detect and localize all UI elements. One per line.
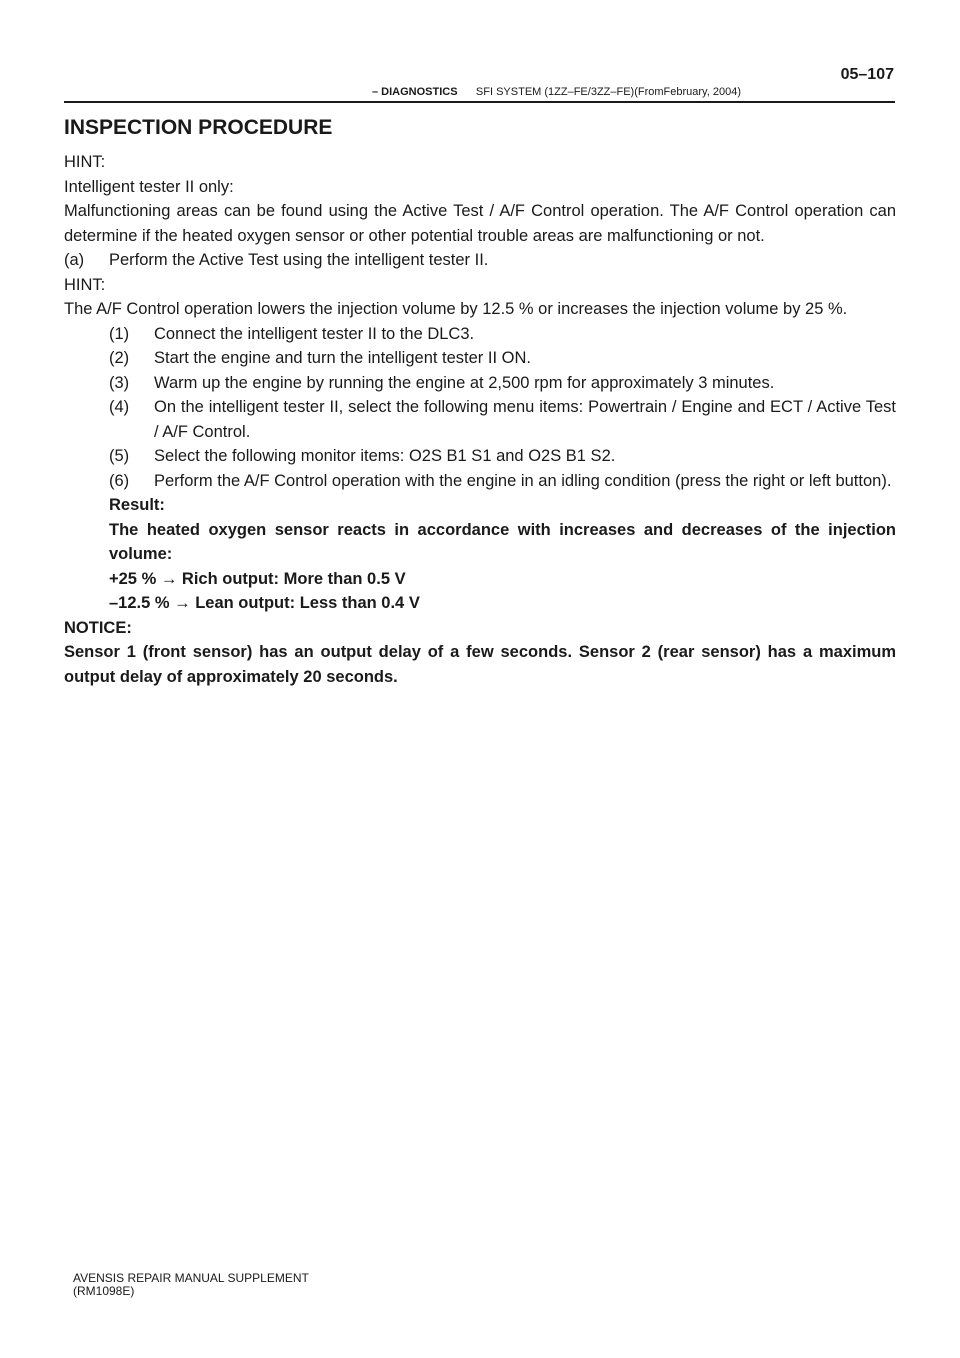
hint-paragraph: Malfunctioning areas can be found using the Active Test / A/F Control operation. The A/F Control operation can determine if the heated oxygen sensor or other potential trouble areas are malfunctioning or not. xyxy=(64,202,896,245)
hint-label: HINT: xyxy=(64,275,106,294)
substep-number: (4) xyxy=(109,398,130,416)
step-a xyxy=(64,248,896,273)
header-rule xyxy=(64,101,895,103)
substep-text: Select the following monitor items: O2S B1 S1 and O2S B1 S2. xyxy=(154,447,616,465)
substep-number: (3) xyxy=(109,373,130,392)
result-text: The heated oxygen sensor reacts in accordance with increases and decreases of the injection volume: xyxy=(109,520,896,563)
result-block xyxy=(64,493,896,616)
page-footer xyxy=(73,1272,309,1298)
substep-number: (2) xyxy=(109,349,130,367)
notice-text: Sensor 1 (front sensor) has an output delay of a few seconds. Sensor 2 (rear sensor) has a maximum output delay of approximately 20 seconds. xyxy=(64,643,896,686)
hint-line: Intelligent tester II only: xyxy=(64,177,234,196)
substep-item xyxy=(109,444,896,469)
manual-title: AVENSIS REPAIR MANUAL SUPPLEMENT xyxy=(73,1271,309,1285)
substep-item xyxy=(109,395,896,444)
substep-text: Warm up the engine by running the engine at 2,500 rpm for approximately 3 minutes. xyxy=(154,373,775,392)
header-title xyxy=(372,86,741,98)
substep-number: (6) xyxy=(109,471,130,490)
substep-text: Perform the A/F Control operation with the engine in an idling condition (press the right or left button). xyxy=(154,471,892,490)
header-subsection: SFI SYSTEM (1ZZ–FE/3ZZ–FE)(FromFebruary, 2004) xyxy=(475,86,741,98)
step-text: Perform the Active Test using the intelligent tester II. xyxy=(109,251,489,269)
hint-label: HINT: xyxy=(64,153,106,171)
page-number: 05–107 xyxy=(840,66,894,83)
step-number: (a) xyxy=(64,251,85,269)
substep-number: (1) xyxy=(109,324,130,343)
page-content xyxy=(64,114,896,689)
substep-item xyxy=(109,371,896,396)
rich-output-line: +25 % → Rich output: More than 0.5 V xyxy=(109,569,406,588)
page-title: INSPECTION PROCEDURE xyxy=(64,116,333,139)
lean-output-line: –12.5 % → Lean output: Less than 0.4 V xyxy=(109,594,420,612)
notice-label: NOTICE: xyxy=(64,618,132,637)
hint-paragraph: The A/F Control operation lowers the injection volume by 12.5 % or increases the injection volume by 25 %. xyxy=(64,300,848,318)
substep-item xyxy=(109,469,896,494)
header-section: – DIAGNOSTICS xyxy=(372,86,458,98)
substep-list xyxy=(64,322,896,494)
manual-code: (RM1098E) xyxy=(73,1284,135,1298)
substep-text: Start the engine and turn the intelligent tester II ON. xyxy=(154,349,531,367)
substep-text: On the intelligent tester II, select the following menu items: Powertrain / Engine and ECT / Active Test / A/F Control. xyxy=(154,398,896,441)
substep-item xyxy=(109,346,896,371)
substep-item xyxy=(109,322,896,347)
substep-number: (5) xyxy=(109,447,130,465)
substep-text: Connect the intelligent tester II to the DLC3. xyxy=(154,324,475,343)
result-label: Result: xyxy=(109,496,165,514)
page-header xyxy=(64,66,894,102)
